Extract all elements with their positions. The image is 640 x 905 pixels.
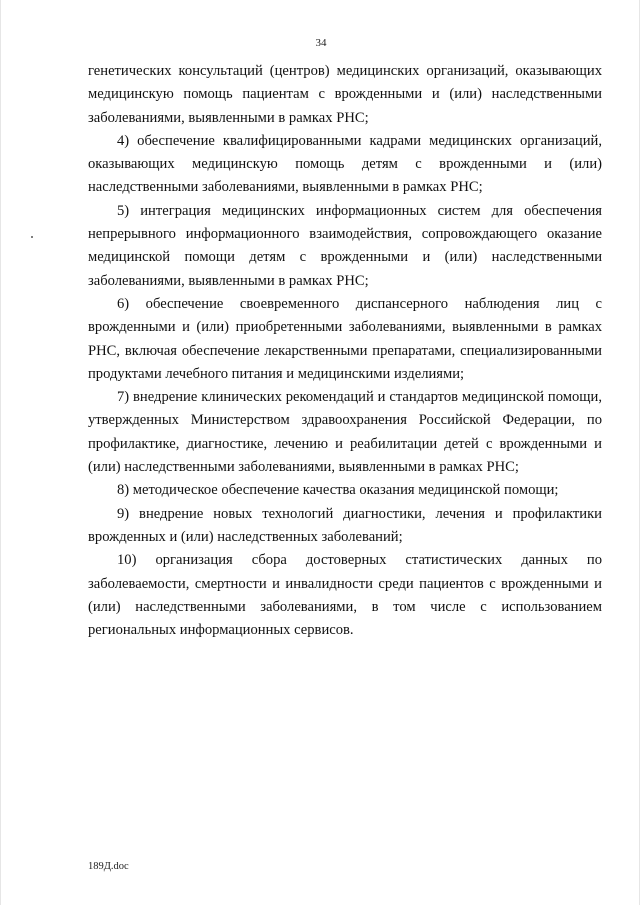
paragraph-item-10: 10) организация сбора достоверных статистических данных по заболеваемости, смертности и инвалидности среди пациентов с врожденными и (или) наследственными заболеваниями, в том числе с использованием региональных информационных сервисов. [88, 552, 602, 639]
paragraph-item-4: 4) обеспечение квалифицированными кадрами медицинских организаций, оказывающих медицинскую помощь детям с врожденными и (или) наследственными заболеваниями, выявленными в рамках РНС; [88, 132, 602, 196]
scan-speck [31, 236, 33, 238]
paragraph-item-5: 5) интеграция медицинских информационных систем для обеспечения непрерывного информационного взаимодействия, сопровождающего оказание медицинской помощи детям с врожденными и (или) наследственными заболеваниями, выявленными в рамках РНС; [88, 202, 602, 289]
paragraph-item-7: 7) внедрение клинических рекомендаций и стандартов медицинской помощи, утвержденных Министерством здравоохранения Российской Федерации, по профилактике, диагностике, лечению и реабилитации детей с врожденными и (или) наследственными заболеваниями, выявленными в рамках РНС; [88, 389, 602, 476]
paragraph-item-9: 9) внедрение новых технологий диагностики, лечения и профилактики врожденных и (или) наследственных заболеваний; [88, 505, 602, 545]
paragraph-continuation: генетических консультаций (центров) медицинских организаций, оказывающих медицинскую помощь пациентам с врожденными и (или) наследственными заболеваниями, выявленными в рамках РНС; [88, 63, 602, 126]
paragraph-item-8: 8) методическое обеспечение качества оказания медицинской помощи; [117, 482, 559, 499]
paragraph-item-6: 6) обеспечение своевременного диспансерного наблюдения лиц с врожденными и (или) приобретенными заболеваниями, выявленными в рамках РНС, включая обеспечение лекарственными препаратами, специализированными продуктами лечебного питания и медицинскими изделиями; [88, 295, 602, 382]
footer-filename: 189Д.doc [88, 861, 129, 872]
document-body [88, 60, 602, 642]
page-number: 34 [315, 37, 327, 49]
